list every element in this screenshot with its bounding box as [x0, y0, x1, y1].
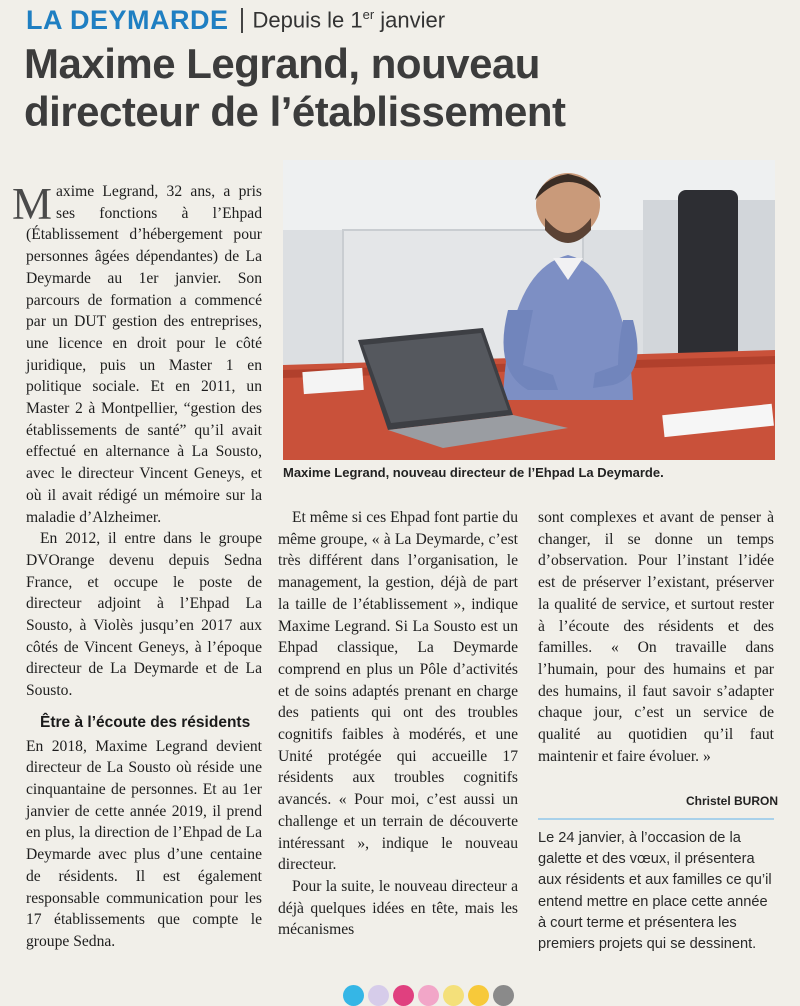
- article-column-1: [12, 179, 262, 953]
- headline: [24, 40, 784, 136]
- section-subheading: Être à l’écoute des résidents: [40, 713, 251, 731]
- headline-line-2: directeur de l’établissement: [24, 88, 566, 135]
- paragraph: sont complexes et avant de penser à changer, il se donne un temps d’observation. Pour l’instant l’idée est de préserver l’existant, préserver la qualité de service, et surtout rester à l’écoute des résidents et des familles. « On travaille dans l’humain, pour des humains et par des humains, il faut savoir s’adapter chaque jour, c’est un service de qualité au quotidien qu’il faut maintenir et faire évoluer. »: [538, 509, 774, 765]
- box-divider: [538, 818, 774, 820]
- photo-caption: Maxime Legrand, nouveau directeur de l’Ehpad La Deymarde.: [283, 465, 664, 480]
- paragraph: Pour la suite, le nouveau directeur a déjà quelques idées en tête, mais les mécanismes: [278, 877, 518, 939]
- since-label: Depuis le 1er janvier: [252, 6, 446, 33]
- article-column-3: [538, 507, 774, 767]
- kicker-separator: [241, 8, 243, 33]
- article-photo: [283, 160, 775, 460]
- headline-line-1: Maxime Legrand, nouveau: [24, 40, 540, 87]
- drop-cap: M: [12, 179, 53, 229]
- author-byline: Christel BURON: [686, 794, 779, 808]
- article-column-2: [278, 507, 518, 941]
- office-photo-illustration: [283, 160, 775, 460]
- paragraph: En 2012, il entre dans le groupe DVOrange devenu depuis Sedna France, et occupe le poste de directeur adjoint à l’Ehpad La Sousto, à Violès jusqu’en 2017 aux côtés de Vincent Geneys, à l’époque directeur de La Deymarde et de La Sousto.: [26, 530, 262, 700]
- location-label: LA DEYMARDE: [26, 4, 229, 35]
- kicker: [26, 4, 445, 36]
- paragraph: Et même si ces Ehpad font partie du même groupe, « à La Deymarde, c’est très différent dans l’organisation, le management, la gestion, déjà de part la taille de l’établissement », indique Maxime Legrand. Si La Sousto est un Ehpad classique, La Deymarde comprend en plus un Pôle d’activités et de soins adaptés prenant en charge des patients qui ont des troubles cognitifs faibles à modérés, et une Unité protégée qui accueille 17 résidents aux troubles cognitifs avancés. « Pour moi, c’est aussi un challenge et un terrain de découverte intéressant », indique le nouveau directeur.: [278, 509, 518, 874]
- sidebar-box: Le 24 janvier, à l’occasion de la galette et des vœux, il présentera aux résidents et aux familles ce qu’il entend mettre en place cette année à court terme et présentera les premiers projets qui se dessinent.: [538, 830, 772, 953]
- paragraph: Maxime Legrand, 32 ans, a pris ses fonctions à l’Ehpad (Établissement d’hébergement pour personnes âgées dépendantes) de La Deymarde au 1er janvier. Son parcours de formation a commencé par un DUT gestion des entreprises, une licence en droit pour le côté juridique, puis un Master 1 en politique sociale. Et en 2011, un Master 2 à Montpellier, “gestion des établissements de santé” qu’il avait effectué en alternance à La Sousto, avec le directeur Vincent Geneys, et où il avait rédigé un mémoire sur la maladie d’Alzheimer.: [12, 179, 262, 526]
- paragraph: En 2018, Maxime Legrand devient directeur de La Sousto où réside une cinquantaine de personnes. Et au 1er janvier de cette année 2019, il prend en plus, la direction de l’Ehpad de La Deymarde avec plus d’une centaine de résidents. Il est également responsable communication pour les 17 établissements que compte le groupe Sedna.: [26, 737, 262, 950]
